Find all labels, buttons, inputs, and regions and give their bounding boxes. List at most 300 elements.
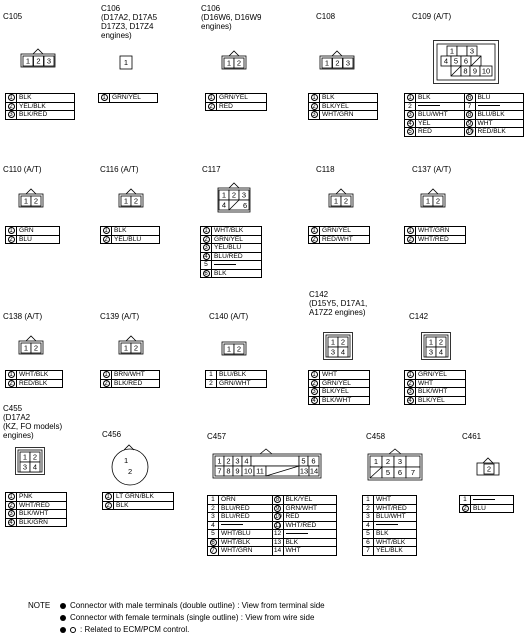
wire-color-cell [217,371,267,380]
connector-shape [118,190,144,208]
connector-name-line: C105 [3,12,23,21]
wire-row [101,227,160,236]
wire-color-cell [17,94,75,103]
ecm-circle-marker: 4 [204,253,208,260]
connector-name-line: C138 (A/T) [3,312,43,321]
wire-row [201,244,262,253]
pin-number-cell [208,538,219,547]
connector-name-line: C109 (A/T) [412,12,452,21]
connector-face-c456 [110,447,150,487]
wire-color-cell [374,504,417,513]
wire-color: YEL/BLU [114,235,142,243]
wire-color: GRN/YEL [112,94,141,101]
wire-color: BLK/RED [19,111,48,118]
wire-row [6,493,67,502]
pin-number: 14 [273,547,282,554]
wire-row [101,235,160,244]
wire-color-cell [416,227,466,236]
wire-color: BLK/YEL [418,396,445,404]
wire-color: RED/WHT [322,235,353,243]
ecm-circle-marker: 1 [408,372,412,378]
ecm-circle-marker: 9 [467,120,472,127]
connector-face-c142b [421,332,451,360]
wire-color: BLK [116,501,129,509]
ecm-circle-marker: 2 [209,103,213,110]
pin-number-cell [405,128,416,137]
wire-row [405,94,524,103]
pin-number: 10 [243,466,253,476]
wire-color: BLK [376,530,389,537]
pin-number: 1 [425,196,431,206]
pin-number: 5 [211,530,215,537]
connector-face-c116 [118,190,144,208]
connector-shape [319,52,355,70]
wire-color-cell [217,94,267,103]
wire-color: BLK/WHT [322,396,352,404]
wire-color-cell [475,119,524,128]
wire-color: WHT/BLK [214,227,244,234]
pin-number-cell [272,547,283,556]
ecm-circle-marker: 10 [467,129,474,135]
wire-color-cell [17,518,67,527]
pin-number: 1 [22,452,28,462]
wire-row [405,102,524,111]
note-text: Connector with male terminals (double outline) : View from terminal side [70,601,325,610]
wire-color: WHT [477,119,493,127]
wire-color: RED/BLK [19,379,48,387]
wire-color: WHT/BLK [221,538,251,546]
ecm-circle-marker: 1 [9,372,13,378]
wire-table [362,495,417,556]
connector-face-c110 [18,190,44,208]
ecm-circle-marker: 2 [204,236,208,243]
pin-number-cell [6,501,17,510]
wire-color: BLU/RED [221,513,250,520]
connector-name [3,312,42,321]
wire-color-cell [475,102,524,111]
pin-number: 3 [366,513,370,520]
wire-color: PNK [19,493,33,500]
connector-shape [367,453,423,481]
ecm-circle-marker: 10 [275,514,282,520]
wire-color-cell [112,379,160,388]
pin-number-cell [309,102,320,111]
connector-name [412,12,451,21]
wire-color: YEL/BLU [214,244,242,251]
pin-number-cell [208,530,219,539]
pin-number-cell [405,396,416,405]
wire-color-cell [320,396,370,405]
connector-name-line: engines) [3,431,34,440]
wire-color: RED [418,128,432,135]
wire-table [205,93,267,111]
connector-face-c461 [476,460,500,476]
ecm-circle-marker: 1 [104,372,108,378]
connector-shape [20,50,56,68]
ecm-circle-marker: 3 [9,511,13,517]
wire-row [363,547,417,556]
wire-color-cell [320,111,378,120]
wire-color-cell [475,128,524,137]
wire-table [5,370,63,388]
pin-number: 13 [299,466,309,476]
pin-number-cell [6,379,17,388]
wire-row [6,379,63,388]
connector-name-line: C106 [101,4,121,13]
ecm-circle-marker: 4 [312,397,316,404]
wire-color-cell [17,102,75,111]
pin-number-cell [101,371,112,380]
wire-color-cell [17,493,67,502]
wire-color: WHT/BLK [19,371,49,378]
ecm-circle-marker: 6 [467,95,472,101]
pin-number: 2 [408,102,412,110]
wire-row [309,94,378,103]
wire-color-cell [219,513,273,522]
pin-number-cell [405,371,416,380]
wire-row [206,379,267,388]
wire-color-cell [212,235,262,244]
pin-number-cell [363,521,374,530]
bullet-icon [60,627,66,633]
no-wire-dash [221,524,243,525]
wire-color-cell [283,547,337,556]
connector-shape [323,332,353,360]
wire-color-cell [320,94,378,103]
wire-color-cell [416,111,465,120]
wire-color: BLK/GRN [19,518,48,526]
pin-number-cell [201,252,212,261]
connector-name-line: (D17A2 [3,413,31,422]
connector-shape [221,338,247,356]
wire-color-cell [416,94,465,103]
wire-color: GRN [19,227,34,234]
pin-number: 8 [463,66,468,76]
wire-row [405,119,524,128]
wire-color: GRN/YEL [219,94,248,101]
pin-number: 2 [486,464,492,474]
connector-name [316,165,335,174]
pin-number: 4 [244,456,249,466]
pin-number: 5 [204,261,208,268]
wire-color-cell [416,379,466,388]
pin-number: 1 [373,457,379,467]
pin-number: 1 [330,337,336,347]
pin-number: 2 [438,337,444,347]
pin-number: 8 [226,466,231,476]
pin-number: 1 [211,496,215,503]
connector-shape [433,40,499,84]
connector-face-c108 [319,52,355,70]
pin-number-cell [6,235,17,244]
connector-shape [118,52,134,70]
wire-color-cell [17,111,75,120]
pin-number: 6 [311,456,316,466]
pin-number: 2 [36,56,41,66]
latch-icon [33,49,43,54]
pin-number-cell [309,111,320,120]
wire-color-cell [212,244,262,253]
wire-color: WHT/GRN [322,111,354,118]
wire-color-cell [217,379,267,388]
note-label: NOTE [28,601,51,610]
wire-color: BLU/BLK [219,371,247,378]
wire-row [405,111,524,120]
wire-color: WHT/RED [19,501,50,509]
pin-cell [457,46,467,56]
connector-name [102,430,121,439]
wire-table [308,226,370,244]
pin-number-cell [206,371,217,380]
pin-cell [251,456,299,466]
wire-color: RED [285,513,300,520]
wire-table [308,93,378,120]
wire-color-cell [283,521,337,530]
wire-color: WHT/GRN [418,227,450,234]
ecm-circle-marker: 1 [106,494,110,500]
wire-color-cell [416,128,465,137]
connector-name [316,12,335,21]
pin-number: 2 [33,343,39,353]
connector-face-c118 [328,190,354,208]
wire-color: GRN/YEL [214,235,243,243]
wire-color-cell [320,388,370,397]
no-wire-dash [473,499,495,500]
connector-face-c105 [20,50,56,68]
wire-row [101,379,160,388]
wire-color-cell [471,504,514,513]
connector-shape [18,337,44,355]
pin-number-cell [208,547,219,556]
wire-row [309,235,370,244]
ecm-circle-marker: 2 [408,236,412,243]
wire-color: BLK/YEL [322,102,349,110]
wire-row [6,235,60,244]
connector-name-line: C108 [316,12,336,21]
pin-number: 1 [23,343,29,353]
wire-color: WHT [285,547,301,554]
wire-color: BLK/WHT [19,510,49,517]
connector-name-line: (D17A2, D17A5 [101,13,158,22]
pin-number: 3 [428,347,434,357]
connector-shape [15,447,45,475]
wire-color: RED [219,102,233,110]
wire-color: WHT [418,379,434,387]
ecm-circle-marker: 3 [312,112,316,118]
wire-color: YEL/BLK [376,547,403,554]
ecm-circle-marker: 1 [102,95,106,101]
wire-color-cell [320,379,370,388]
pin-number-cell [272,530,283,539]
wire-row [6,371,63,380]
wire-color: BLU/BLK [477,111,505,118]
wire-row [363,513,417,522]
ecm-circle-marker: 4 [408,120,412,127]
connector-name-line: C116 (A/T) [100,165,139,174]
wire-color-cell [112,235,160,244]
pin-number: 2 [209,379,213,387]
connector-face-c138 [18,337,44,355]
latch-icon [332,51,342,56]
pin-number: 9 [235,466,240,476]
pin-number: 3 [235,456,240,466]
wire-row [405,396,466,405]
wire-row [309,227,370,236]
pin-number-cell [464,119,475,128]
pin-number: 2 [226,456,231,466]
wire-color-cell [320,102,378,111]
wire-color: WHT/BLU [221,530,251,537]
pin-number: 3 [469,46,475,56]
ecm-circle-marker: 2 [9,502,13,509]
connector-shape [110,447,150,487]
wire-color-cell [217,102,267,111]
pin-number: 4 [32,462,38,472]
pin-number: 13 [273,538,282,546]
pin-number-cell [309,235,320,244]
pin-number-cell [272,513,283,522]
wire-color-cell [283,513,337,522]
wire-color: WHT/RED [376,504,407,512]
note-text: : Related to ECM/PCM control. [80,625,190,634]
wire-table [5,93,75,120]
pin-number: 2 [435,196,441,206]
wire-color-cell [320,371,370,380]
connector-face-c117 [217,187,251,213]
pin-number-cell [363,513,374,522]
wire-color-cell [219,496,273,505]
pin-number: 12 [273,530,282,537]
wire-color-cell [374,496,417,505]
wire-color: GRN/WHT [219,379,251,387]
wire-color-cell [416,102,465,111]
wire-color-cell [416,396,466,405]
pin-number-cell [201,261,212,270]
wire-row [206,371,267,380]
wire-row [201,261,262,270]
wire-color-cell [283,496,337,505]
wire-color-cell [374,521,417,530]
ecm-circle-marker: 3 [9,112,13,118]
wire-row [201,252,262,261]
connector-name [3,165,42,174]
wire-row [103,493,174,502]
note-block [28,600,488,636]
connector-shape [217,187,251,213]
pin-number-cell [460,504,471,513]
wire-row [405,227,466,236]
wire-color-cell [219,521,273,530]
ecm-circle-marker: 6 [211,539,215,546]
wire-table [205,370,267,388]
pin-number-cell [208,521,219,530]
wire-color: BLU [19,235,32,243]
connector-name-line: C137 (A/T) [412,165,452,174]
latch-icon [126,189,136,194]
pin-number: 7 [217,466,222,476]
connector-shape [221,52,247,70]
pin-number-cell [405,227,416,236]
pin-number: 4 [438,347,444,357]
wire-color: BLK/WHT [418,388,448,395]
pin-number-cell [6,227,17,236]
pin-number-cell [309,388,320,397]
ecm-circle-marker: 1 [209,95,213,101]
pin-number: 2 [211,504,215,512]
pin-number-cell [363,504,374,513]
pin-number: 2 [343,196,349,206]
no-wire-dash [286,533,308,534]
pin-number-cell [272,538,283,547]
wire-row [201,235,262,244]
wire-row [101,371,160,380]
connector-name [100,312,139,321]
pin-number-cell [309,94,320,103]
wire-color-cell [17,379,63,388]
connector-name-line: C455 [3,404,23,413]
pin-number: 1 [333,196,339,206]
wire-color: BLK [114,227,127,234]
ecm-circle-marker: 1 [312,228,316,234]
wire-row [309,379,370,388]
pin-number-cell [464,128,475,137]
wire-row [6,518,67,527]
connector-name-line: C456 [102,430,122,439]
wire-row [405,388,466,397]
wire-row [6,94,75,103]
pin-number: 9 [472,66,478,76]
pin-number-cell [6,371,17,380]
bullet-icon [60,615,66,621]
wire-row [309,111,378,120]
connector-name-line: C110 (A/T) [3,165,42,174]
pin-number: 1 [226,344,232,354]
connector-name-line: (D15Y5, D17A1, [309,299,368,308]
pin-number: 1 [23,196,29,206]
connector-name [207,432,226,441]
pin-number-cell [201,227,212,236]
connector-name [202,165,221,174]
pin-number-cell [272,521,283,530]
connector-name [201,4,261,31]
wire-color: GRN/YEL [418,371,447,378]
pin-number-cell [309,379,320,388]
pin-number: 1 [221,190,227,200]
wire-table [207,495,337,556]
pin-number: 3 [330,347,336,357]
wire-color: RED/BLK [477,128,506,135]
connector-name [209,312,248,321]
connector-name [409,312,428,321]
connector-name-line: C458 [366,432,386,441]
pin-number: 4 [221,200,227,210]
wire-color-cell [114,493,174,502]
wire-color: YEL/BLK [19,102,46,110]
pin-number-cell [6,493,17,502]
connector-name-line: C106 [201,4,221,13]
wire-color: BLK/RED [114,379,143,387]
ecm-circle-marker: 3 [408,112,412,118]
bullet-icon [60,603,66,609]
wire-row [201,227,262,236]
wire-row [405,128,524,137]
pin-number: 1 [124,456,129,465]
connector-face-c457 [212,453,322,479]
connector-shape [421,332,451,360]
latch-icon [336,189,346,194]
pin-number: 1 [366,496,370,503]
connector-name [3,12,22,21]
